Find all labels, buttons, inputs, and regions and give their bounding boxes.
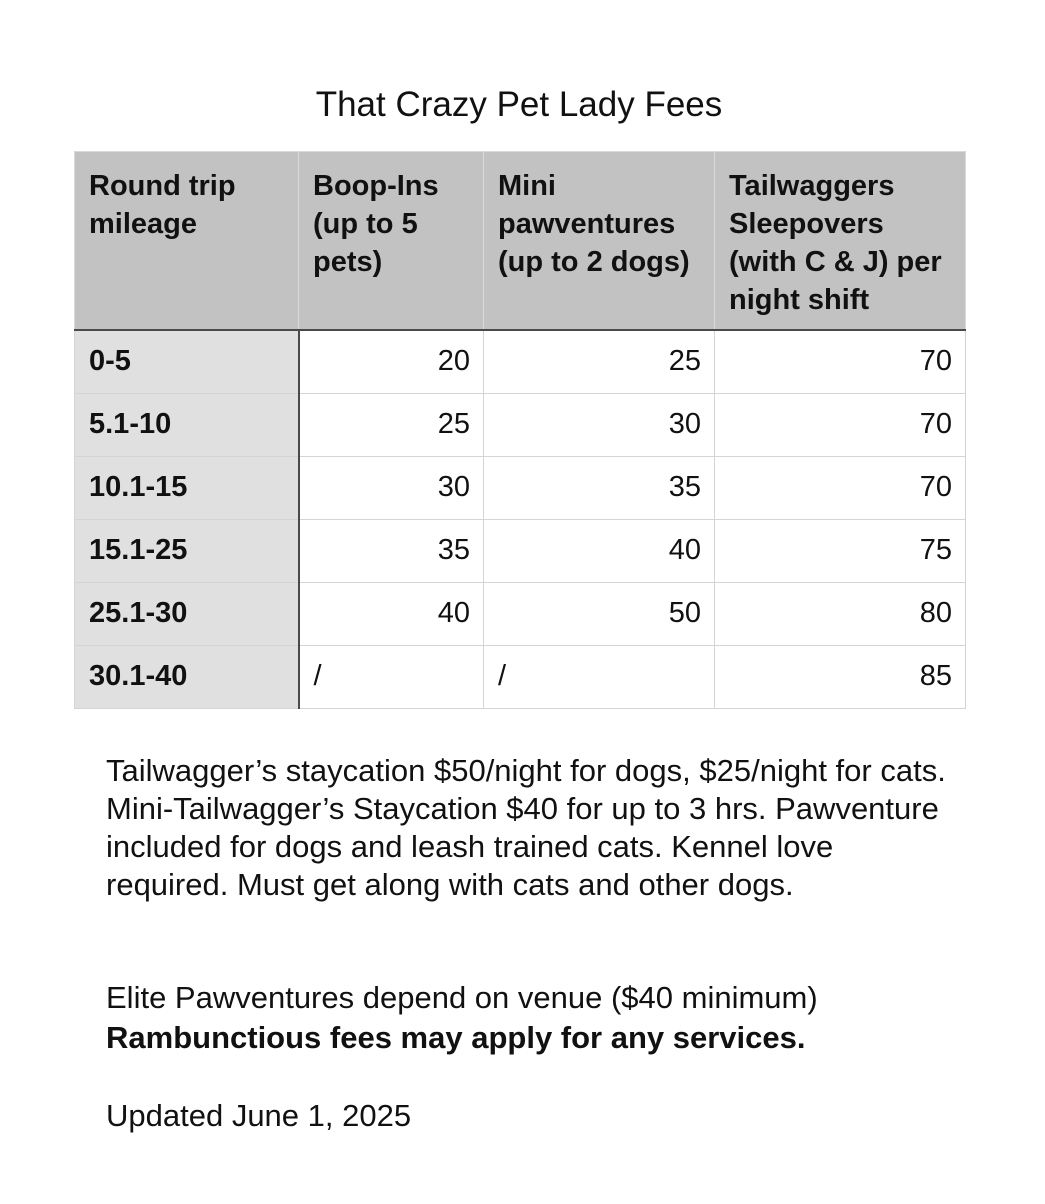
table-row — [75, 582, 966, 645]
table-row — [75, 330, 966, 393]
mini-pawventures-cell: 35 — [484, 456, 715, 519]
mini-pawventures-cell: 50 — [484, 582, 715, 645]
table-row — [75, 456, 966, 519]
updated-date: Updated June 1, 2025 — [106, 1098, 412, 1133]
mileage-cell: 10.1-15 — [75, 456, 299, 519]
fees-table — [74, 151, 966, 709]
mileage-cell: 0-5 — [75, 330, 299, 393]
mileage-cell: 30.1-40 — [75, 645, 299, 708]
boop-ins-cell: 40 — [299, 582, 484, 645]
column-header-sleepovers: Tailwaggers Sleepovers (with C & J) per night shift — [715, 152, 966, 331]
staycation-note: Tailwagger’s staycation $50/night for dogs, $25/night for cats. Mini-Tailwagger’s Staycation $40 for up to 3 hrs. Pawventure included for dogs and leash trained cats. Kennel love required. Must get along with cats and other dogs. — [106, 753, 946, 902]
table-row — [75, 645, 966, 708]
sleepovers-cell: 85 — [715, 645, 966, 708]
column-header-mini-pawventures: Mini pawventures (up to 2 dogs) — [484, 152, 715, 331]
sleepovers-cell: 80 — [715, 582, 966, 645]
mini-pawventures-cell: 40 — [484, 519, 715, 582]
mileage-cell: 15.1-25 — [75, 519, 299, 582]
table-row — [75, 519, 966, 582]
rambunctious-fees-note: Rambunctious fees may apply for any services. — [106, 1020, 806, 1055]
elite-pawventures-note: Elite Pawventures depend on venue ($40 minimum) — [106, 980, 818, 1015]
sleepovers-cell: 75 — [715, 519, 966, 582]
table-row — [75, 393, 966, 456]
mini-pawventures-cell: 25 — [484, 330, 715, 393]
sleepovers-cell: 70 — [715, 393, 966, 456]
boop-ins-cell: 30 — [299, 456, 484, 519]
mileage-cell: 25.1-30 — [75, 582, 299, 645]
boop-ins-cell: 35 — [299, 519, 484, 582]
page-title: That Crazy Pet Lady Fees — [315, 85, 723, 124]
sleepovers-cell: 70 — [715, 456, 966, 519]
column-header-mileage: Round trip mileage — [75, 152, 299, 331]
mini-pawventures-cell: 30 — [484, 393, 715, 456]
column-header-boop-ins: Boop-Ins (up to 5 pets) — [299, 152, 484, 331]
boop-ins-cell: 25 — [299, 393, 484, 456]
mileage-cell: 5.1-10 — [75, 393, 299, 456]
boop-ins-cell: / — [299, 645, 484, 708]
mini-pawventures-cell: / — [484, 645, 715, 708]
boop-ins-cell: 20 — [299, 330, 484, 393]
sleepovers-cell: 70 — [715, 330, 966, 393]
table-header-row — [75, 152, 966, 331]
